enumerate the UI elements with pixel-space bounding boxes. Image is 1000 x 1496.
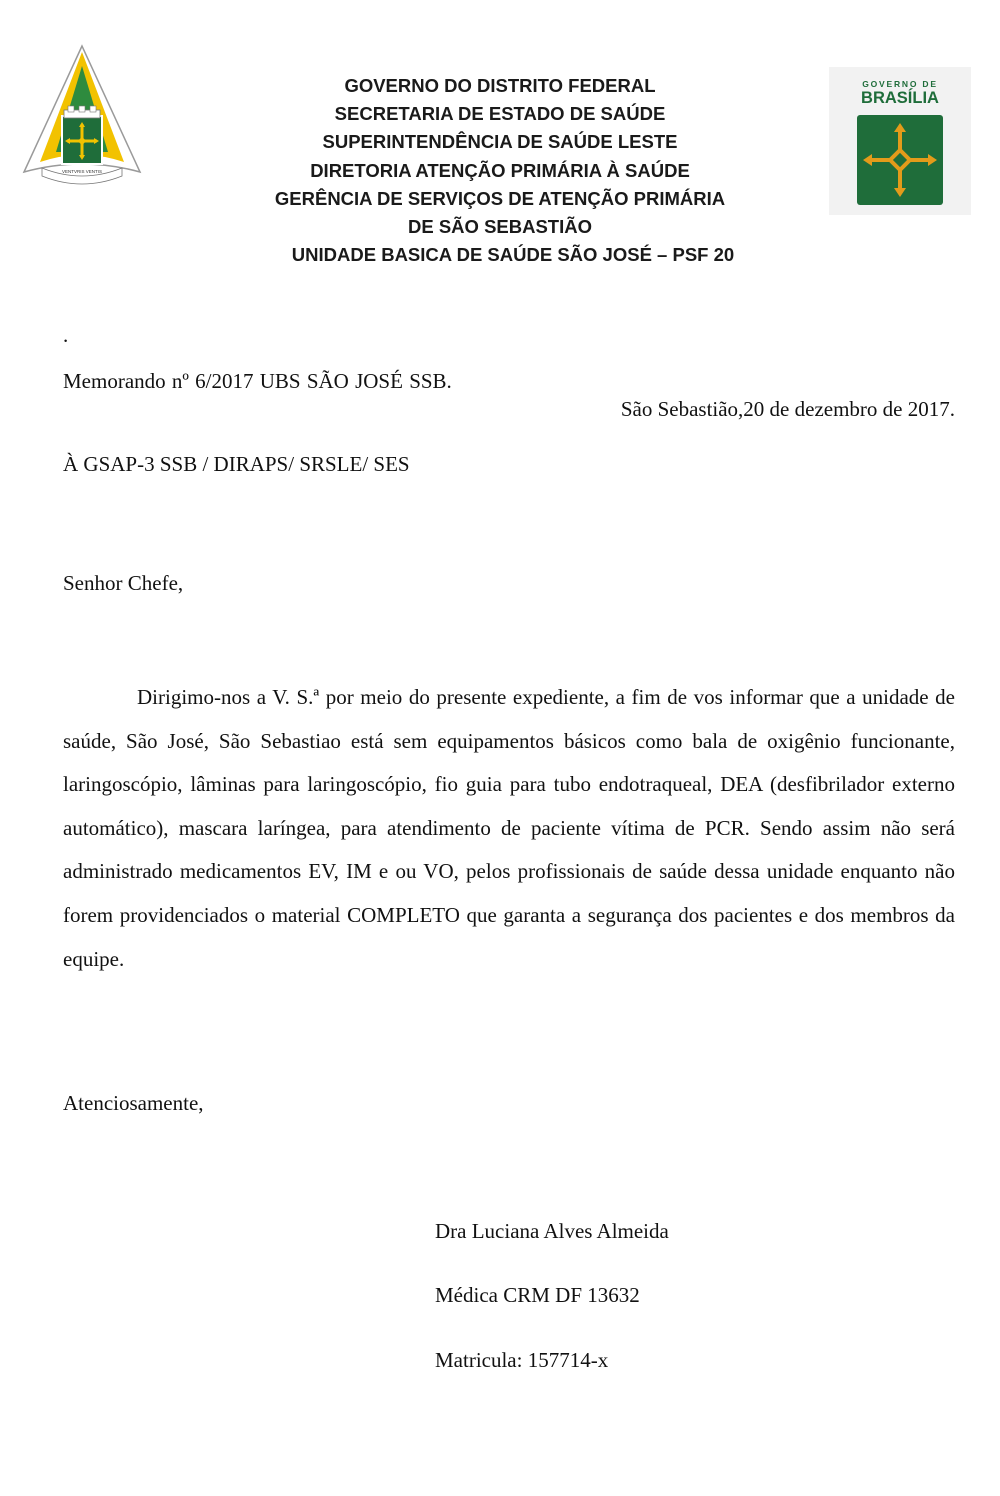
governo-de-brasilia-logo xyxy=(829,67,971,215)
signature-name: Dra Luciana Alves Almeida xyxy=(435,1219,669,1243)
signature-role: Médica CRM DF 13632 xyxy=(435,1283,640,1307)
header-line-management: GERÊNCIA DE SERVIÇOS DE ATENÇÃO PRIMÁRIA xyxy=(274,187,726,209)
addressee: À GSAP-3 SSB / DIRAPS/ SRSLE/ SES xyxy=(63,452,410,476)
header-line-secretariat: SECRETARIA DE ESTADO DE SAÚDE xyxy=(334,103,666,125)
logo-big-text: BRASÍLIA xyxy=(861,89,939,107)
brasilia-coat-of-arms-emblem xyxy=(18,44,146,196)
header-line-government: GOVERNO DO DISTRITO FEDERAL xyxy=(344,75,656,96)
header-line-management-city: DE SÃO SEBASTIÃO xyxy=(408,216,592,238)
header-line-health-unit: UNIDADE BASICA DE SAÚDE SÃO JOSÉ – PSF 20 xyxy=(291,244,735,266)
logo-small-text: GOVERNO DE xyxy=(862,79,938,89)
salutation: Senhor Chefe, xyxy=(63,571,184,595)
body-paragraph: Dirigimo-nos a V. S.ª por meio do presente expediente, a fim de vos informar que a unidade de saúde, São José, São Sebastiao está sem equipamentos básicos como bala de oxigênio funcionante, laringoscópio, lâminas para laringoscópio, fio guia para tubo endotraqueal, DEA (desfibrilador externo automático), mascara laríngea, para atendimento de paciente vítima de PCR. Sendo assim não será administrado medicamentos EV, IM e ou VO, pelos profissionais de saúde dessa unidade enquanto não forem providenciados o material COMPLETO que garanta a segurança dos pacientes e dos membros da equipe. xyxy=(63,685,955,971)
header-line-directorate: DIRETORIA ATENÇÃO PRIMÁRIA À SAÚDE xyxy=(310,159,690,181)
stray-dot: . xyxy=(63,323,69,347)
memo-number: Memorando nº 6/2017 UBS SÃO JOSÉ SSB. xyxy=(63,369,452,393)
place-date: São Sebastião,20 de dezembro de 2017. xyxy=(620,397,955,421)
closing: Atenciosamente, xyxy=(63,1091,204,1115)
brasilia-cross-icon xyxy=(857,115,943,205)
emblem-motto: VENTVRIS VENTIS xyxy=(61,169,102,174)
letterhead xyxy=(200,72,800,269)
signature-registration: Matricula: 157714-x xyxy=(435,1348,609,1372)
header-line-superintendence: SUPERINTENDÊNCIA DE SAÚDE LESTE xyxy=(322,131,678,153)
